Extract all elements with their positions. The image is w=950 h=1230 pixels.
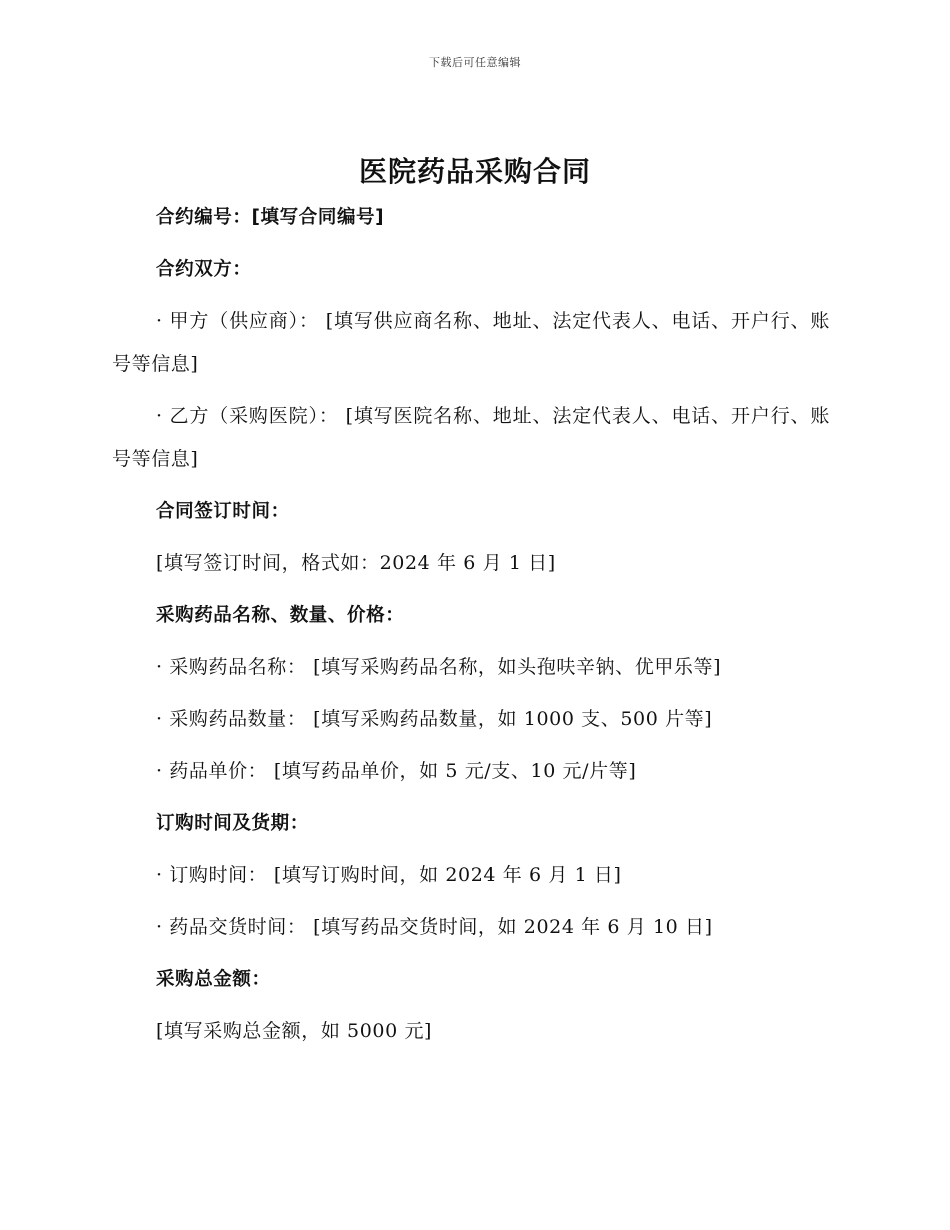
document-title: 医院药品采购合同 xyxy=(358,155,591,188)
signing-time-heading: 合同签订时间： xyxy=(156,501,290,522)
total-amount-value: [填写采购总金额，如 5000 元] xyxy=(156,1020,433,1042)
parties-heading: 合约双方： xyxy=(156,259,252,280)
contract-number-heading: 合约编号：[填写合同编号] xyxy=(156,207,385,228)
drug-quantity-item: · 采购药品数量： [填写采购药品数量，如 1000 支、500 片等] xyxy=(156,708,713,730)
delivery-time-item: · 药品交货时间： [填写药品交货时间，如 2024 年 6 月 10 日] xyxy=(156,916,713,938)
party-b-item: · 乙方（采购医院）： [填写医院名称、地址、法定代表人、电话、开户行、账号等信息] xyxy=(112,405,830,470)
party-a-item: · 甲方（供应商）： [填写供应商名称、地址、法定代表人、电话、开户行、账号等信息] xyxy=(112,310,830,375)
order-time-heading: 订购时间及货期： xyxy=(156,813,309,834)
header-note: 下载后可任意编辑 xyxy=(429,56,521,69)
order-time-item: · 订购时间： [填写订购时间，如 2024 年 6 月 1 日] xyxy=(156,864,622,886)
signing-time-value: [填写签订时间，格式如：2024 年 6 月 1 日] xyxy=(156,552,556,574)
document-body xyxy=(112,196,830,1062)
total-amount-heading: 采购总金额： xyxy=(156,969,271,990)
drug-details-heading: 采购药品名称、数量、价格： xyxy=(156,605,405,626)
drug-price-item: · 药品单价： [填写药品单价，如 5 元/支、10 元/片等] xyxy=(156,760,637,782)
drug-name-item: · 采购药品名称： [填写采购药品名称，如头孢呋辛钠、优甲乐等] xyxy=(156,656,722,678)
